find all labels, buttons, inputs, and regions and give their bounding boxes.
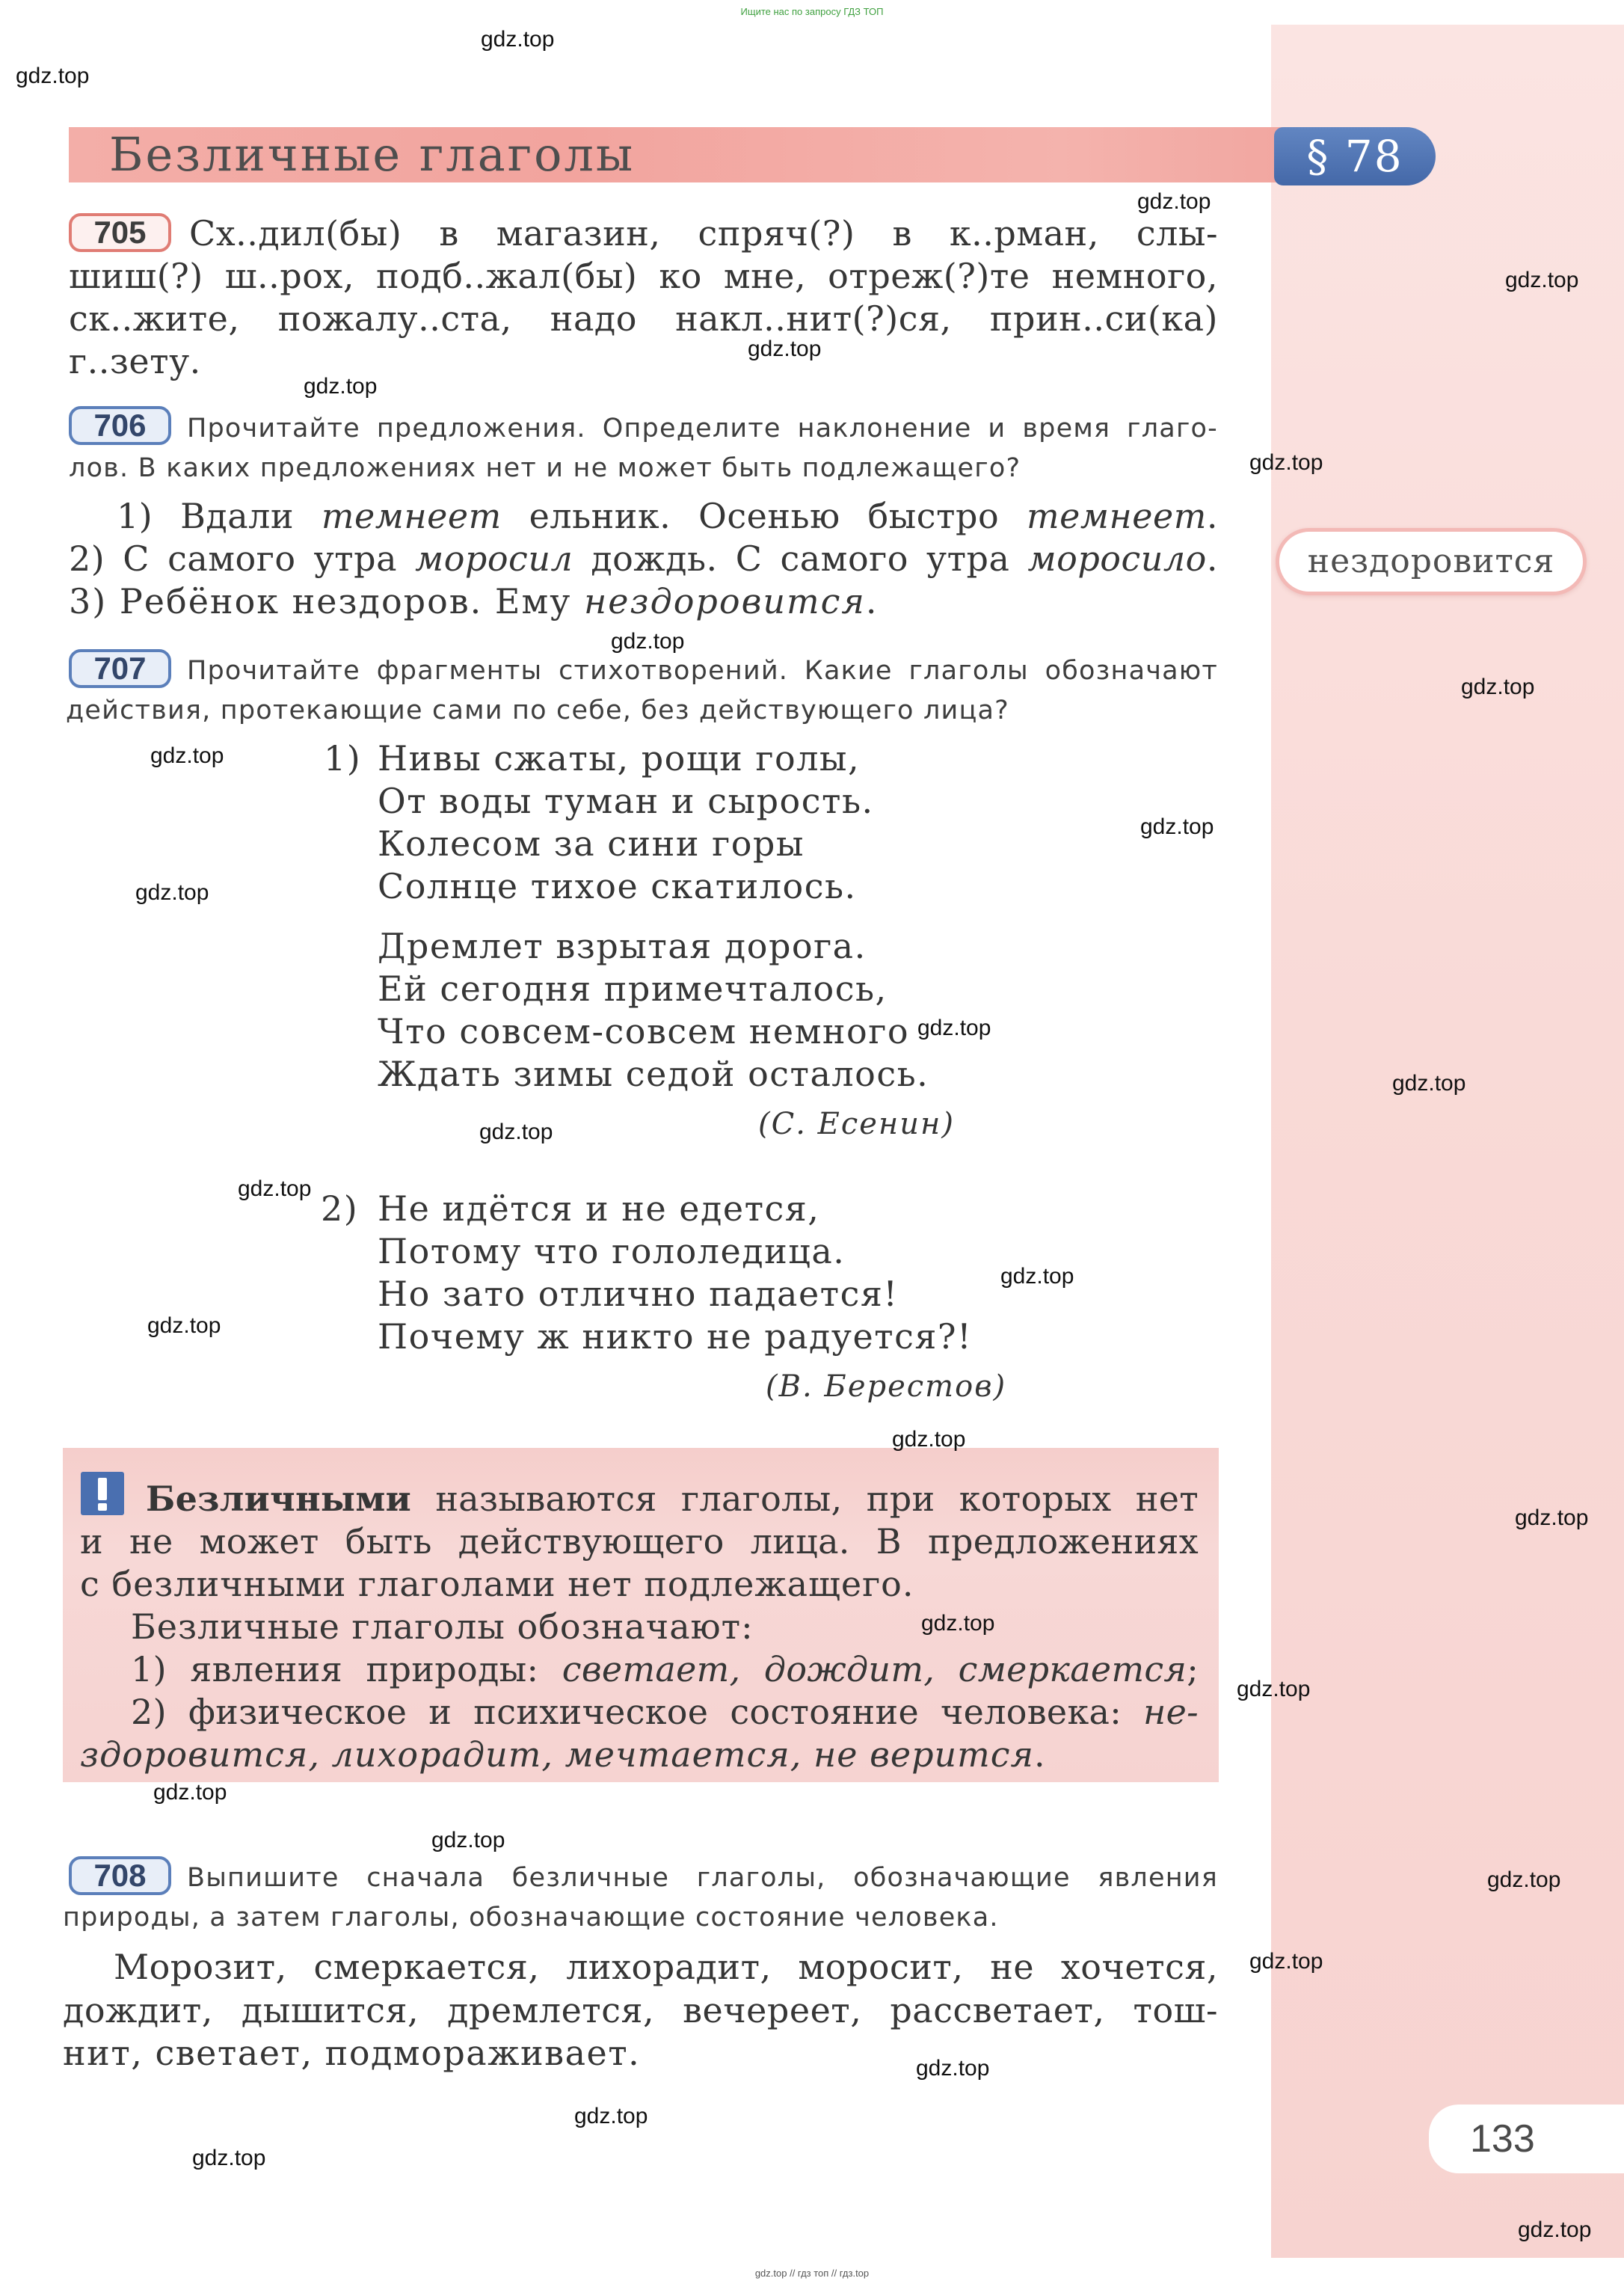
example-italic: здоровится, лихорадит, мечтается, не верится [80, 1734, 1035, 1775]
rule-line [80, 1520, 1199, 1563]
watermark: gdz.top [892, 1427, 966, 1452]
poem-line: От воды туман и сырость. [378, 781, 874, 821]
margin-term-box: нездоровится [1276, 528, 1587, 595]
text-run: с безличными глаголами нет подлежащего. [80, 1564, 914, 1604]
rule-line [80, 1734, 1199, 1776]
text-run: 1) явления природы: [131, 1649, 562, 1689]
text-run: дождь. С самого утра [573, 538, 1028, 579]
text-line: дождит, дышится, дремлется, вечереет, рассветает, тош- [63, 1989, 1218, 2030]
text-line: шиш(?) ш..рох, подб..жал(бы) ко мне, отреж(?)те немного, [69, 256, 1218, 296]
poem-line: Солнце тихое скатилось. [378, 866, 857, 906]
poem-line: Не идётся и не едется, [378, 1188, 820, 1229]
text-run: и не может быть действующего лица. В предложениях [80, 1521, 1199, 1562]
poem-line: Колесом за сини горы [378, 823, 805, 864]
top-site-note: Ищите нас по запросу ГДЗ ТОП [740, 6, 884, 17]
sentence-line [69, 580, 1218, 623]
poem-1-stanza-1 [378, 737, 874, 908]
verb-italic: темнеет [321, 496, 502, 536]
verb-italic: темнеет [1027, 496, 1207, 536]
rule-term-bold: Безличными [146, 1479, 412, 1519]
watermark: gdz.top [748, 337, 822, 361]
exercise-number-707: 707 [69, 649, 171, 688]
exercise-705-text [69, 212, 1218, 383]
task-line: Прочитайте фрагменты стихотворений. Какие глаголы обозначают [187, 656, 1218, 686]
exercise-708-task [63, 1858, 1218, 1938]
exercise-708-text [63, 1946, 1218, 2075]
text-line: г..зету. [69, 341, 201, 381]
watermark: gdz.top [150, 743, 224, 768]
watermark: gdz.top [917, 1016, 991, 1040]
text-line: Морозит, смеркается, лихорадит, моросит, не хочется, [114, 1947, 1218, 1987]
verb-italic: моросило [1027, 538, 1207, 579]
poem-1-label [324, 737, 361, 780]
poem-line: Что совсем-совсем немного [378, 1011, 910, 1052]
exercise-706-task [69, 409, 1218, 488]
text-run: 2) физическое и психическое состояние человека: [131, 1692, 1144, 1732]
example-italic: светает, дождит, смеркается [562, 1649, 1187, 1689]
text-run: 2) С самого утра [69, 538, 416, 579]
exercise-number-708: 708 [69, 1856, 171, 1895]
poem-line: Нивы сжаты, рощи голы, [378, 738, 861, 779]
watermark: gdz.top [1000, 1264, 1074, 1289]
watermark: gdz.top [1461, 675, 1535, 699]
text-run: 1) Вдали [117, 496, 322, 536]
text-run: 3) Ребёнок нездоров. Ему [69, 581, 584, 621]
watermark: gdz.top [921, 1611, 995, 1636]
task-line: лов. В каких предложениях нет и не может быть подлежащего? [69, 453, 1021, 483]
watermark: gdz.top [135, 880, 209, 905]
poem-label: 2) [321, 1188, 359, 1229]
task-line: Выпишите сначала безличные глаголы, обозначающие явления [187, 1863, 1218, 1893]
sentence-line [117, 495, 1218, 538]
rule-line [131, 1648, 1199, 1691]
exercise-706-sentences [69, 495, 1218, 623]
watermark: gdz.top [238, 1176, 312, 1201]
poem-2-label [321, 1188, 358, 1230]
watermark: gdz.top [1392, 1071, 1466, 1096]
poem-line: Дремлет взрытая дорога. [378, 926, 867, 966]
text-run: называются глаголы, при которых нет [411, 1479, 1199, 1519]
exercise-707-task [66, 651, 1218, 731]
rule-text [80, 1478, 1199, 1776]
poem-line: Ждать зимы седой осталось. [378, 1054, 929, 1094]
text-line: ск..жите, пожалу..ста, надо накл..нит(?)ся, прин..си(ка) [69, 298, 1218, 339]
watermark: gdz.top [1237, 1677, 1311, 1701]
watermark: gdz.top [916, 2056, 990, 2081]
exercise-number-705: 705 [69, 213, 171, 252]
poem-2-lines [378, 1188, 972, 1358]
verb-italic: нездоровится [583, 581, 866, 621]
watermark: gdz.top [479, 1120, 553, 1144]
watermark: gdz.top [1249, 450, 1323, 475]
rule-line [80, 1563, 1199, 1606]
text-run: . [1206, 496, 1218, 536]
sentence-line [69, 538, 1218, 580]
example-italic: не- [1143, 1692, 1199, 1732]
watermark: gdz.top [16, 64, 90, 88]
watermark: gdz.top [1487, 1867, 1561, 1892]
text-run: . [865, 581, 879, 621]
rule-line [131, 1606, 1199, 1648]
bottom-site-note: gdz.top // гдз топ // гдз.top [754, 2268, 870, 2279]
text-line: Сх..дил(бы) в магазин, спряч(?) в к..рман, слы- [189, 213, 1218, 254]
task-line: действия, протекающие сами по себе, без действующего лица? [66, 696, 1009, 725]
watermark: gdz.top [304, 374, 378, 399]
poem-line: Ей сегодня примечталось, [378, 968, 888, 1009]
poem-label: 1) [324, 738, 362, 779]
watermark: gdz.top [192, 2146, 266, 2170]
watermark: gdz.top [1505, 268, 1579, 292]
poem-2-author: (В. Берестов) [766, 1369, 1007, 1404]
rule-line [146, 1478, 1199, 1520]
page-number: 133 [1429, 2105, 1624, 2173]
section-number-badge: § 78 [1274, 127, 1436, 185]
text-run: . [1034, 1734, 1046, 1775]
watermark: gdz.top [574, 2104, 648, 2128]
text-line: нит, светает, подмораживает. [63, 2033, 641, 2073]
text-run: ; [1187, 1649, 1199, 1689]
poem-line: Потому что гололедица. [378, 1231, 846, 1271]
text-run: Безличные глаголы обозначают: [131, 1606, 754, 1647]
watermark: gdz.top [147, 1313, 221, 1338]
text-run: . [1206, 538, 1218, 579]
poem-line: Почему ж никто не радуется?! [378, 1316, 973, 1357]
poem-1-stanza-2 [378, 925, 929, 1096]
text-run: ельник. Осенью быстро [501, 496, 1027, 536]
watermark: gdz.top [611, 629, 685, 654]
watermark: gdz.top [153, 1780, 227, 1805]
watermark: gdz.top [1249, 1949, 1323, 1974]
poem-1-author: (С. Есенин) [758, 1107, 955, 1141]
watermark: gdz.top [481, 27, 555, 52]
watermark: gdz.top [1518, 2217, 1592, 2242]
watermark: gdz.top [431, 1828, 505, 1852]
watermark: gdz.top [1140, 814, 1214, 839]
watermark: gdz.top [1515, 1505, 1589, 1530]
task-line: Прочитайте предложения. Определите наклонение и время глаго- [187, 414, 1218, 443]
rule-line [131, 1691, 1199, 1734]
verb-italic: моросил [415, 538, 573, 579]
watermark: gdz.top [1137, 189, 1211, 214]
section-title: Безличные глаголы [109, 127, 636, 182]
poem-line: Но зато отлично падается! [378, 1274, 899, 1314]
exercise-number-706: 706 [69, 406, 171, 445]
task-line: природы, а затем глаголы, обозначающие состояние человека. [63, 1903, 999, 1933]
page-margin-sidebar [1271, 25, 1624, 2258]
